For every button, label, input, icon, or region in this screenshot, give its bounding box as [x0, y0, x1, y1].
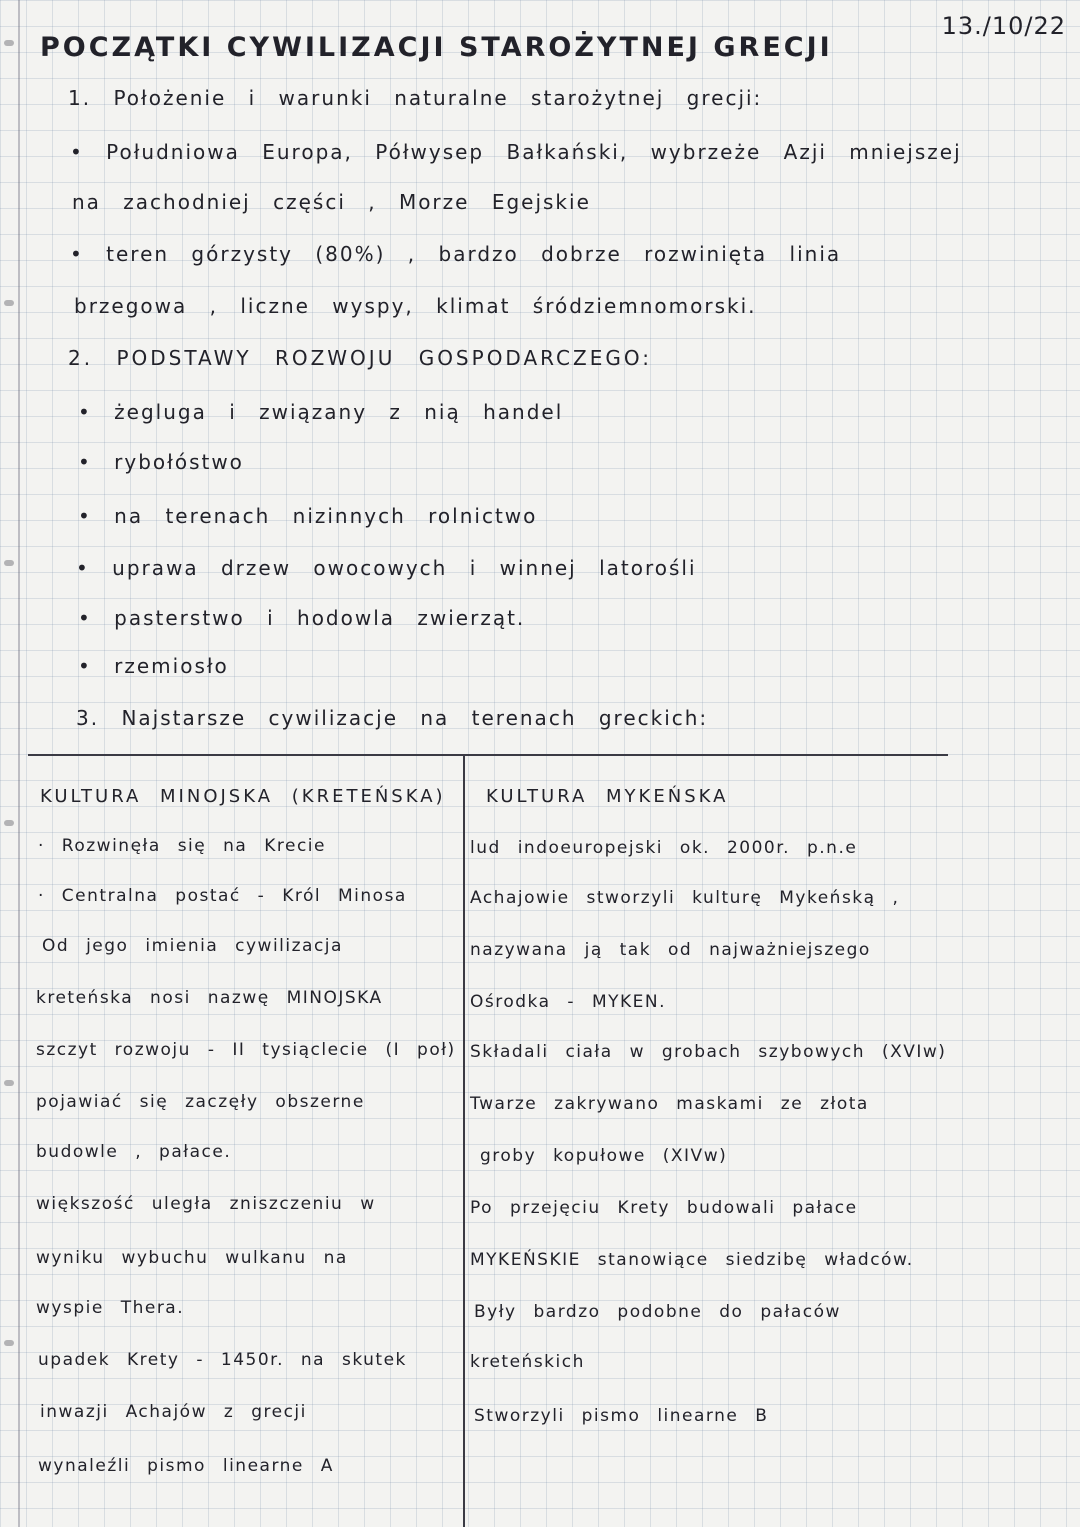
note-line: • teren górzysty (80%) , bardzo dobrze rozwinięta linia [70, 242, 842, 266]
minoan-cell-line: wynaleźli pismo linearne A [38, 1456, 334, 1476]
section-heading-location: 1. Położenie i warunki naturalne starożytnej grecji: [68, 86, 763, 110]
spiral-hole [4, 1080, 14, 1086]
spiral-hole [4, 40, 14, 46]
minoan-cell-line: wyspie Thera. [36, 1298, 185, 1318]
mycenaean-cell-line: Twarze zakrywano maskami ze złota [470, 1094, 869, 1114]
spiral-hole [4, 300, 14, 306]
minoan-cell-line: większość uległa zniszczeniu w [36, 1194, 376, 1214]
mycenaean-cell-line: kreteńskich [470, 1352, 585, 1372]
minoan-cell-line: inwazji Achajów z grecji [40, 1402, 307, 1422]
table-top-rule [28, 754, 948, 756]
note-line: brzegowa , liczne wyspy, klimat śródziemnomorski. [74, 294, 757, 318]
mycenaean-cell-line: MYKEŃSKIE stanowiące siedzibę władców. [470, 1250, 914, 1270]
section-heading-economy: 2. PODSTAWY ROZWOJU GOSPODARCZEGO: [68, 346, 652, 370]
spiral-hole [4, 560, 14, 566]
minoan-cell-line: wyniku wybuchu wulkanu na [36, 1248, 348, 1268]
section-heading-civilizations: 3. Najstarsze cywilizacje na terenach greckich: [76, 706, 709, 730]
mycenaean-cell-line: Po przejęciu Krety budowali pałace [470, 1198, 858, 1218]
note-line: • Południowa Europa, Półwysep Bałkański, wybrzeże Azji mniejszej [70, 140, 962, 164]
minoan-column-heading: KULTURA MINOJSKA (KRETEŃSKA) [40, 786, 446, 807]
mycenaean-cell-line: Składali ciała w grobach szybowych (XVIw) [470, 1042, 947, 1062]
note-line: • uprawa drzew owocowych i winnej latorośli [76, 556, 697, 580]
mycenaean-cell-line: groby kopułowe (XIVw) [480, 1146, 728, 1166]
minoan-cell-line: pojawiać się zaczęły obszerne [36, 1092, 365, 1112]
note-line: • rybołóstwo [78, 450, 244, 474]
minoan-cell-line: Od jego imienia cywilizacja [42, 936, 343, 956]
note-line: na zachodniej części , Morze Egejskie [72, 190, 591, 214]
minoan-cell-line: · Centralna postać - Król Minosa [38, 886, 407, 906]
note-date: 13./10/22 [941, 12, 1066, 40]
table-column-divider [463, 754, 465, 1527]
mycenaean-cell-line: lud indoeuropejski ok. 2000r. p.n.e [470, 838, 858, 858]
minoan-cell-line: upadek Krety - 1450r. na skutek [38, 1350, 407, 1370]
notebook-margin-line [18, 0, 20, 1527]
minoan-cell-line: budowle , pałace. [36, 1142, 232, 1162]
note-line: • żegluga i związany z nią handel [78, 400, 564, 424]
minoan-cell-line: kreteńska nosi nazwę MINOJSKA [36, 988, 383, 1008]
spiral-hole [4, 1340, 14, 1346]
minoan-cell-line: szczyt rozwoju - II tysiąclecie (I poł) [36, 1040, 456, 1060]
mycenaean-cell-line: Stworzyli pismo linearne B [474, 1406, 769, 1426]
spiral-hole [4, 820, 14, 826]
note-title: POCZĄTKI CYWILIZACJI STAROŻYTNEJ GRECJI [40, 32, 833, 63]
minoan-cell-line: · Rozwinęła się na Krecie [38, 836, 326, 856]
mycenaean-cell-line: Achajowie stworzyli kulturę Mykeńską , [470, 888, 900, 908]
note-line: • rzemiosło [78, 654, 229, 678]
note-line: • pasterstwo i hodowla zwierząt. [78, 606, 526, 630]
mycenaean-column-heading: KULTURA MYKEŃSKA [486, 786, 729, 807]
note-line: • na terenach nizinnych rolnictwo [78, 504, 538, 528]
mycenaean-cell-line: Były bardzo podobne do pałaców [474, 1302, 841, 1322]
mycenaean-cell-line: Ośrodka - MYKEN. [470, 992, 667, 1012]
mycenaean-cell-line: nazywana ją tak od najważniejszego [470, 940, 871, 960]
